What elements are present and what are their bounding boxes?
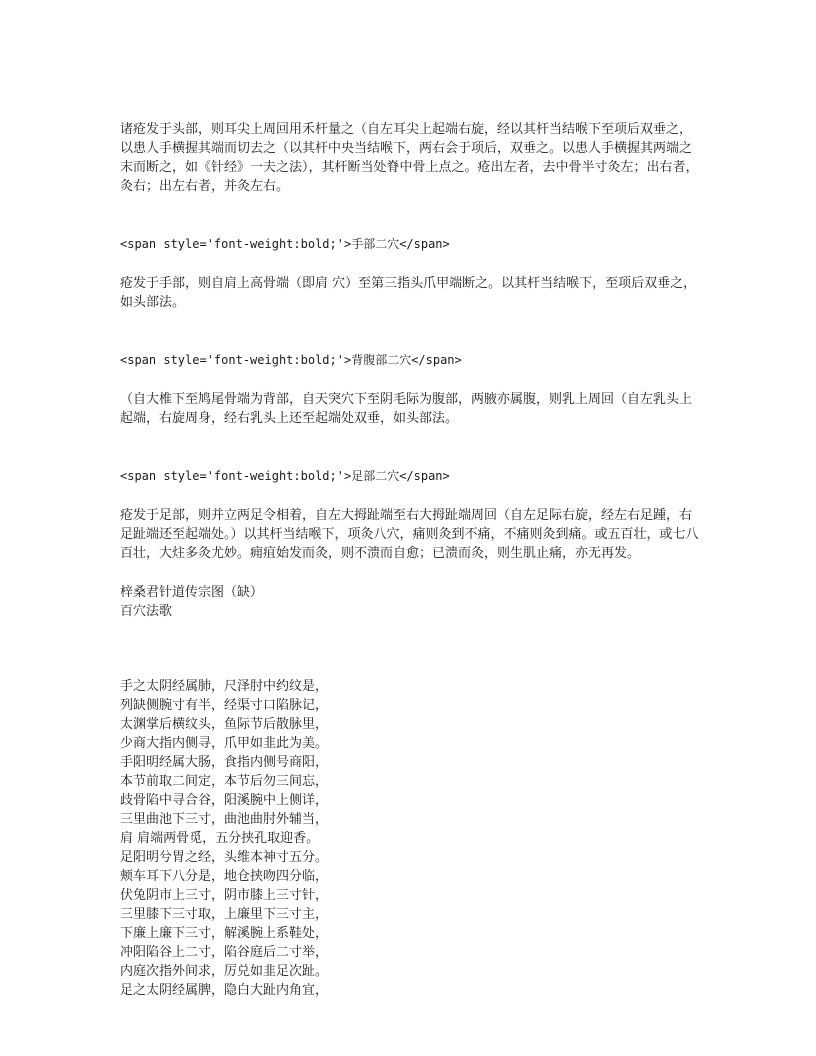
- verse-line: 太渊掌后横纹头，鱼际节后散脉里，: [120, 717, 329, 732]
- verse-list: [120, 677, 700, 1000]
- spacer: [120, 196, 700, 235]
- paragraph-foot-section: 疮发于足部，则并立两足令相着，自左大拇趾端至右大拇趾端周回（自左足际右旋，经左右足踵，右足趾端还至起端处。）以其杆当结喉下，项灸八穴，痛则灸到不痛，不痛则灸到痛。或五百壮，或七八百壮，大炷多灸尤妙。痈疽始发而灸，则不溃而自愈；已溃而灸，则生肌止痛，亦无再发。: [120, 508, 699, 561]
- spacer: [120, 563, 700, 583]
- verse-line: 伏兔阴市上三寸，阴市膝上三寸针，: [120, 888, 329, 903]
- spacer: [120, 370, 700, 390]
- title-missing-diagram: 梓桑君针道传宗图（缺）: [120, 585, 264, 600]
- verse-line: 三里膝下三寸取，上廉里下三寸主，: [120, 907, 329, 922]
- paragraph-hand-section: 疮发于手部，则自肩上高骨端（即肩 穴）至第三指头爪甲端断之。以其杆当结喉下，至项后双垂之，如头部法。: [120, 276, 697, 310]
- verse-line: 手阳明经属大肠，食指内侧号商阳，: [120, 755, 329, 770]
- verse-line: 肩 肩端两骨觅，五分挟孔取迎香。: [120, 831, 320, 846]
- verse-line: 冲阳陷谷上二寸，陷谷庭后二寸举，: [120, 945, 329, 960]
- verse-line: 足之太阴经属脾，隐白大趾内角宜，: [120, 983, 329, 998]
- spacer: [120, 312, 700, 351]
- verse-line: 下廉上廉下三寸，解溪腕上系鞋处，: [120, 926, 329, 941]
- heading-hand-section: <span style='font-weight:bold;'>手部二穴</span>: [120, 237, 450, 251]
- verse-line: 内庭次指外间求，厉兑如韭足次趾。: [120, 964, 329, 979]
- title-hundred-points-song: 百穴法歌: [120, 604, 173, 619]
- verse-line: 足阳明兮胃之经，头维本神寸五分。: [120, 850, 329, 865]
- heading-back-belly-section: <span style='font-weight:bold;'>背腹部二穴</span>: [120, 353, 462, 367]
- verse-line: 列缺侧腕寸有半，经渠寸口陷脉记，: [120, 698, 329, 713]
- verse-line: 三里曲池下三寸，曲池曲肘外辅当，: [120, 812, 329, 827]
- spacer: [120, 621, 700, 677]
- paragraph-back-belly-section: （自大椎下至鸠尾骨端为背部，自天突穴下至阴毛际为腹部，两腋亦属腹，则乳上周回（自左乳头上起端，右旋周身，经右乳头上还至起端处双垂，如头部法。: [120, 392, 693, 426]
- verse-line: 本节前取二间定，本节后勿三间忘，: [120, 774, 329, 789]
- verse-line: 歧骨陷中寻合谷，阳溪腕中上侧详，: [120, 793, 329, 808]
- spacer: [120, 254, 700, 274]
- heading-foot-section: <span style='font-weight:bold;'>足部二穴</span>: [120, 469, 450, 483]
- document-page: [120, 120, 700, 1000]
- paragraph-head-section: 诸疮发于头部，则耳尖上周回用禾杆量之（自左耳尖上起端右旋，经以其杆当结喉下至项后双垂之，以患人手横握其端而切去之（以其杆中央当结喉下，两右会于项后，双垂之。以患人手横握其两端之末而断之，如《针经》一夫之法），其杆断当处脊中骨上点之。疮出左者，去中骨半寸灸左；出右者，灸右；出左右者，并灸左右。: [120, 122, 699, 194]
- spacer: [120, 428, 700, 467]
- spacer: [120, 486, 700, 506]
- verse-line: 颊车耳下八分是，地仓挟吻四分临，: [120, 869, 329, 884]
- verse-line: 少商大指内侧寻，爪甲如韭此为美。: [120, 736, 329, 751]
- verse-line: 手之太阴经属肺，尺泽肘中约纹是，: [120, 679, 329, 694]
